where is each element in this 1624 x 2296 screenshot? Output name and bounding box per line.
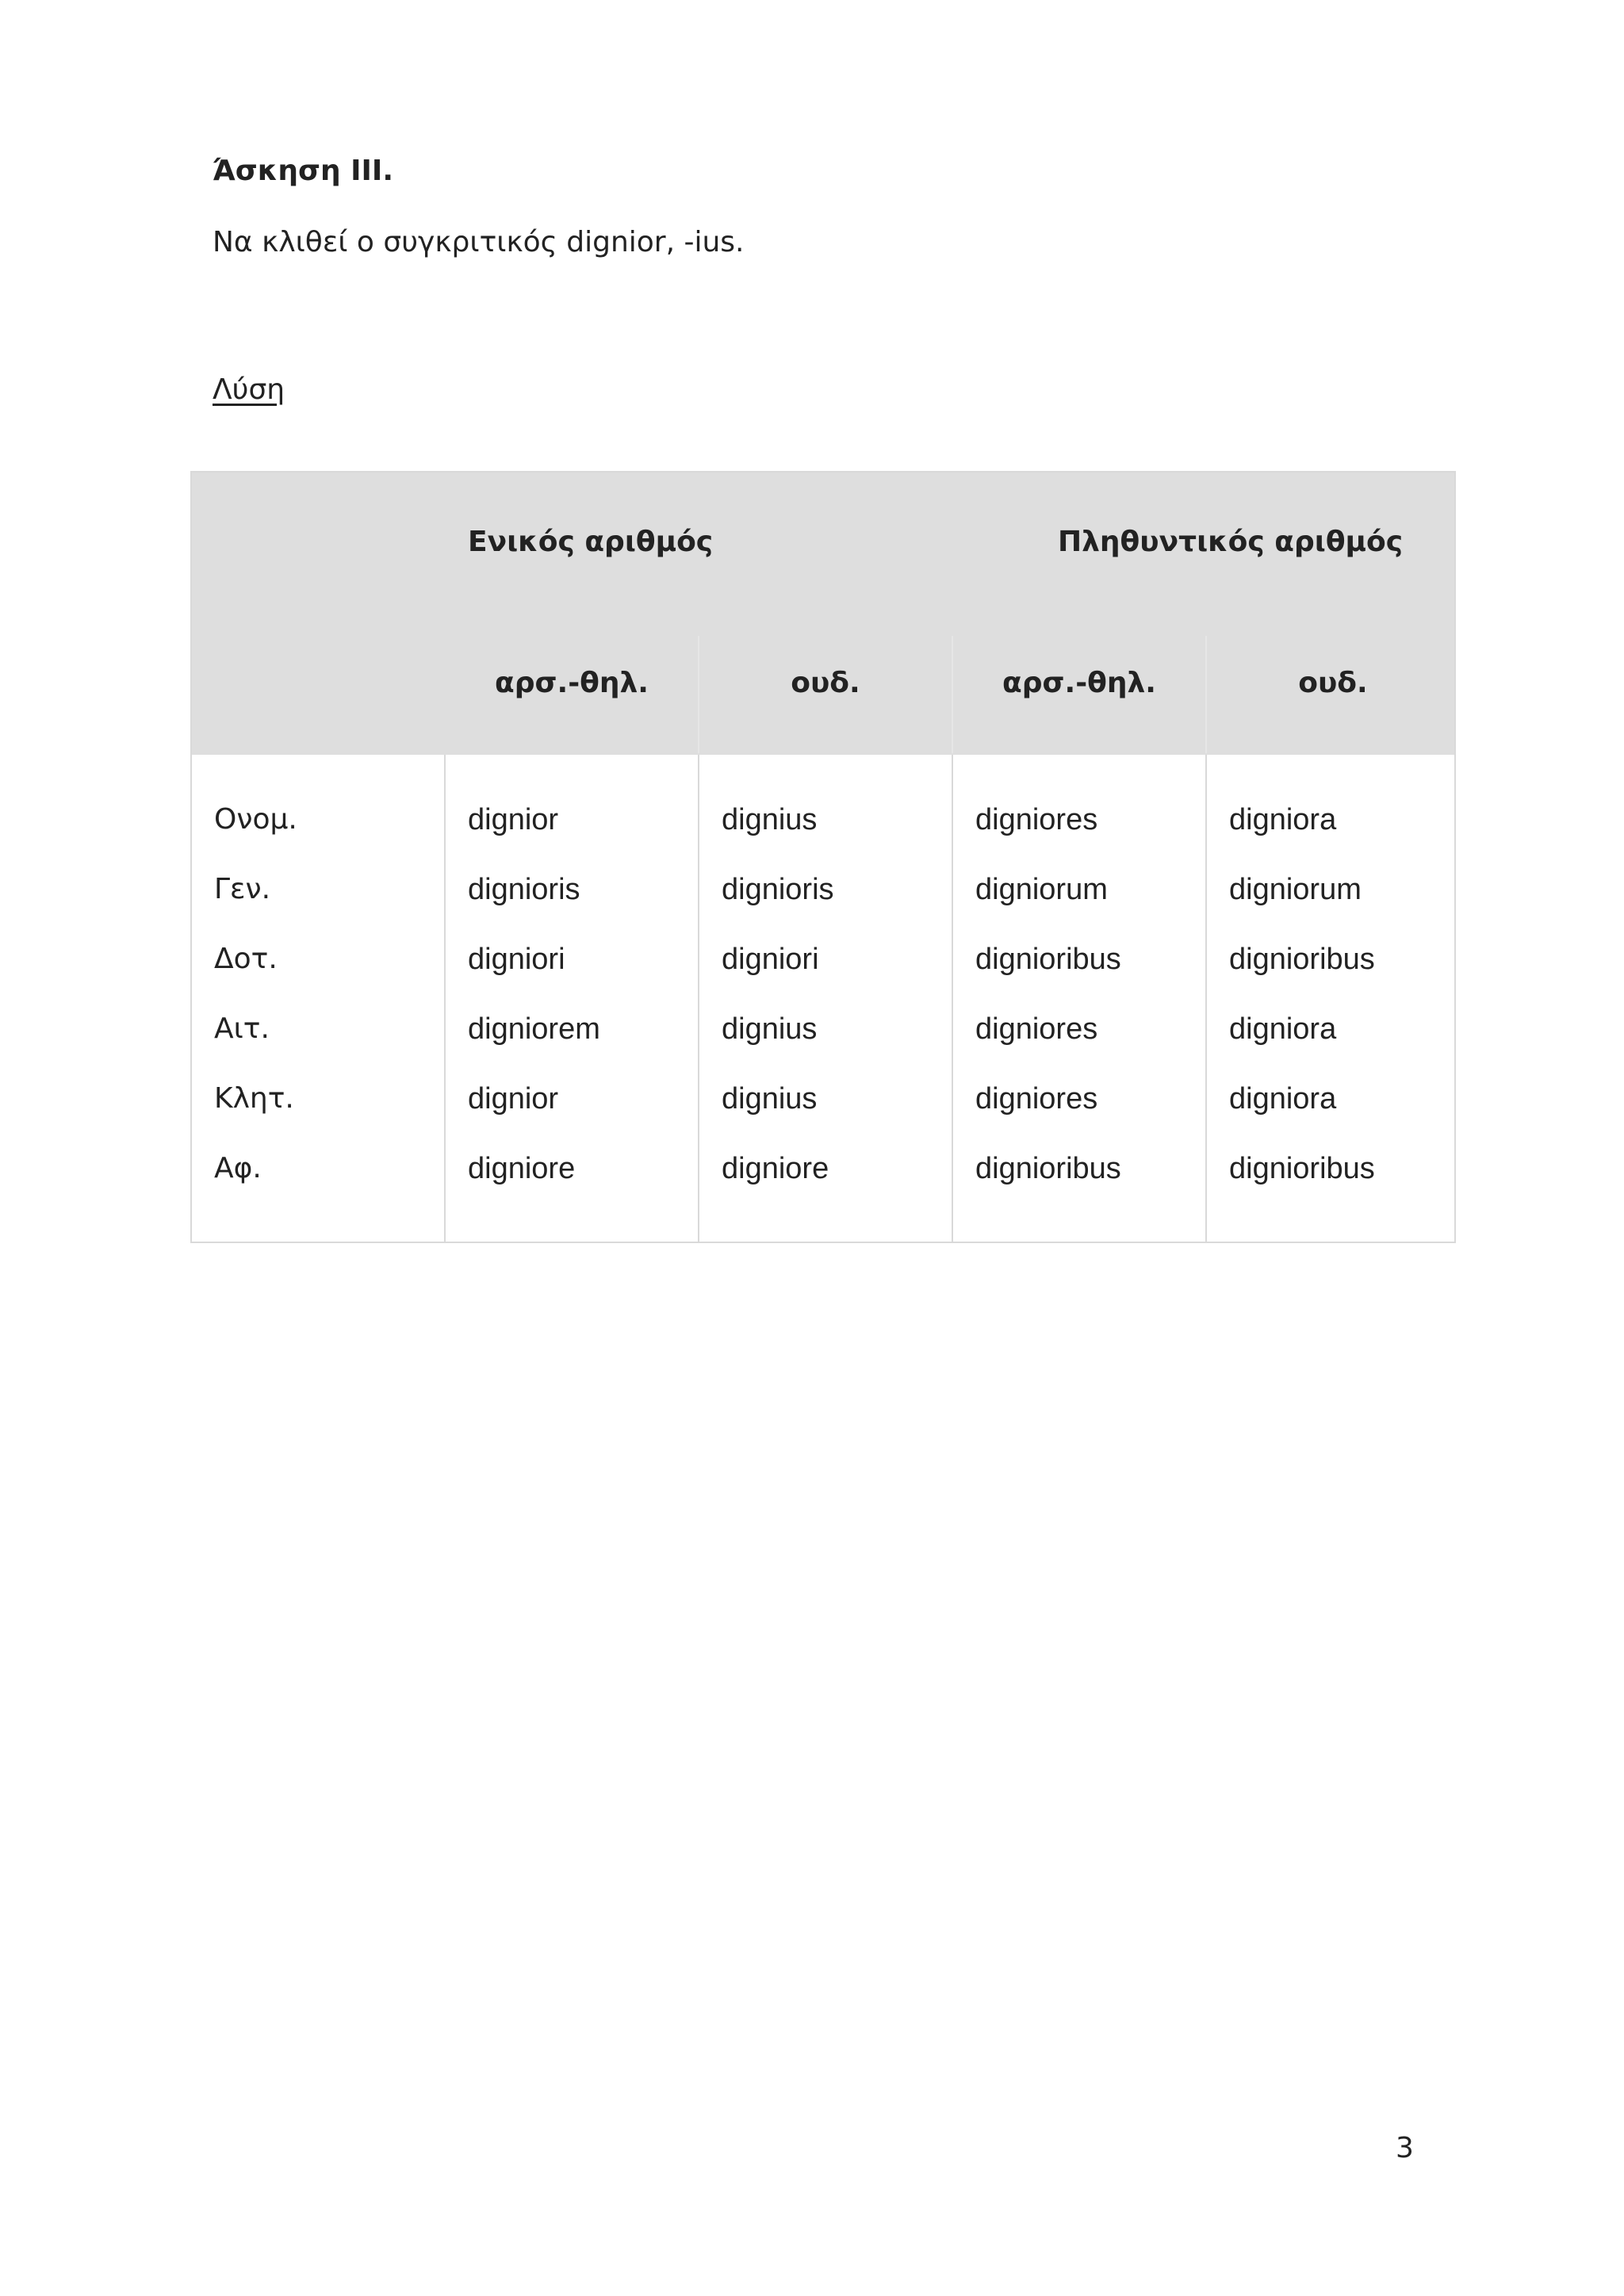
- header-singular: Ενικός αριθμός: [468, 526, 714, 558]
- case-label: Γεν.: [214, 873, 271, 905]
- subheader-singular-neuter: ουδ.: [791, 667, 860, 699]
- form-cell: digniorum: [975, 873, 1108, 906]
- table-row: [192, 939, 1454, 1008]
- form-cell: dignioribus: [1229, 1152, 1375, 1185]
- form-cell: dignius: [722, 1012, 818, 1046]
- form-cell: dignius: [722, 1082, 818, 1115]
- form-cell: digniora: [1229, 803, 1337, 836]
- form-cell: digniore: [468, 1152, 576, 1185]
- form-cell: dignioribus: [975, 943, 1121, 976]
- subheader-plural-neuter: ουδ.: [1298, 667, 1368, 699]
- table-row: [192, 799, 1454, 869]
- case-label: Ονομ.: [214, 803, 297, 836]
- table-body: [192, 799, 1454, 1218]
- form-cell: digniorem: [468, 1012, 600, 1046]
- form-cell: dignioris: [468, 873, 580, 906]
- form-cell: dignioribus: [975, 1152, 1121, 1185]
- form-cell: digniorum: [1229, 873, 1362, 906]
- form-cell: digniora: [1229, 1082, 1337, 1115]
- form-cell: dignioris: [722, 873, 834, 906]
- table-row: [192, 1148, 1454, 1218]
- declension-table: [190, 471, 1456, 1243]
- form-cell: dignior: [468, 1082, 559, 1115]
- table-row: [192, 869, 1454, 939]
- form-cell: digniora: [1229, 1012, 1337, 1046]
- form-cell: digniores: [975, 1012, 1098, 1046]
- form-cell: digniore: [722, 1152, 829, 1185]
- form-cell: digniori: [468, 943, 565, 976]
- form-cell: dignioribus: [1229, 943, 1375, 976]
- solution-label: Λύση: [213, 373, 285, 406]
- table-row: [192, 1008, 1454, 1078]
- header-plural: Πληθυντικός αριθμός: [1058, 526, 1404, 558]
- table-header: [192, 473, 1454, 755]
- page-number: 3: [1396, 2132, 1414, 2164]
- form-cell: digniores: [975, 1082, 1098, 1115]
- table-row: [192, 1078, 1454, 1148]
- subheader-singular-masc-fem: αρσ.-θηλ.: [495, 667, 649, 699]
- form-cell: digniori: [722, 943, 819, 976]
- case-label: Αφ.: [214, 1152, 262, 1184]
- case-label: Δοτ.: [214, 943, 278, 975]
- case-label: Κλητ.: [214, 1082, 294, 1115]
- subheader-plural-masc-fem: αρσ.-θηλ.: [1002, 667, 1156, 699]
- form-cell: dignior: [468, 803, 559, 836]
- exercise-instruction: Να κλιθεί ο συγκριτικός dignior, -ius.: [213, 226, 745, 258]
- case-label: Αιτ.: [214, 1012, 270, 1045]
- exercise-title: Άσκηση ΙΙΙ.: [213, 155, 394, 187]
- form-cell: digniores: [975, 803, 1098, 836]
- form-cell: dignius: [722, 803, 818, 836]
